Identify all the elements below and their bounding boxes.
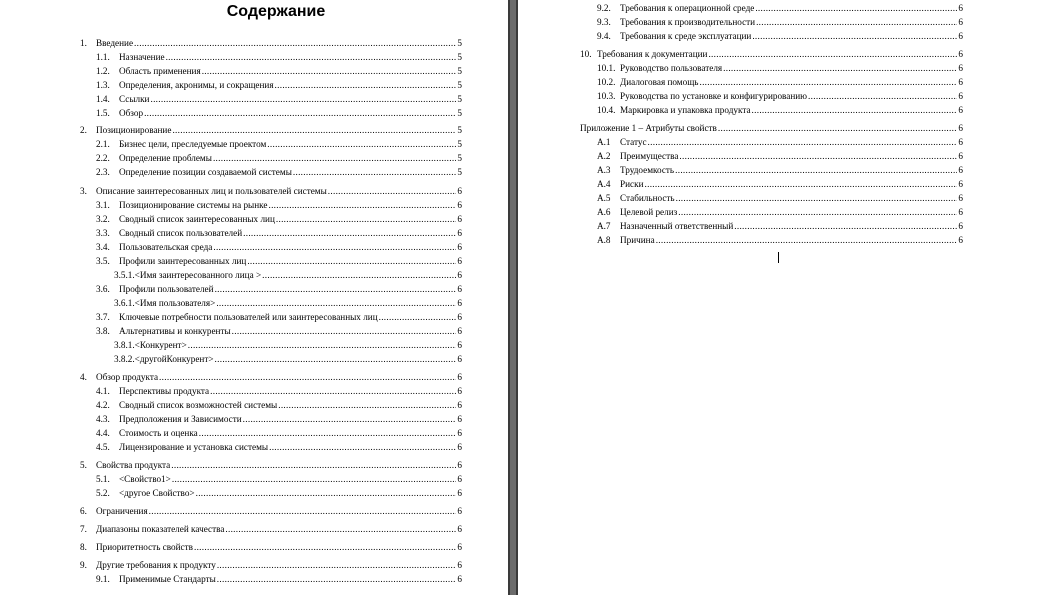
toc-entry-label: Описание заинтересованных лиц и пользователей системы (96, 186, 327, 196)
toc-entry[interactable] (96, 572, 462, 586)
toc-entry-label: Перспективы продукта (119, 386, 210, 396)
toc-entry-number: 4.2. (96, 400, 110, 410)
toc-entry-number: 3.5.1. (114, 270, 135, 280)
toc-entry[interactable] (80, 370, 462, 384)
toc-dot-leader (756, 15, 957, 29)
toc-entry-number: 3.5. (96, 256, 110, 266)
toc-entry-label: Требования к производительности (620, 17, 756, 27)
toc-entry-number: 9.3. (597, 17, 611, 27)
toc-entry-label: Обзор (119, 108, 144, 118)
toc-entry-page: 6 (457, 560, 462, 570)
toc-dot-leader (679, 149, 957, 163)
toc-entry-page: 6 (457, 242, 462, 252)
toc-entry-page: 6 (958, 77, 963, 87)
toc-entry-page: 6 (457, 386, 462, 396)
toc-dot-leader (216, 296, 456, 310)
toc-entry-number: A.3 (597, 165, 611, 175)
toc-entry-number: A.4 (597, 179, 611, 189)
toc-entry[interactable] (96, 412, 462, 426)
toc-dot-leader (676, 191, 958, 205)
toc-entry[interactable] (96, 240, 462, 254)
toc-entry[interactable] (80, 458, 462, 472)
toc-entry[interactable] (96, 310, 462, 324)
toc-entry-number: A.2 (597, 151, 611, 161)
toc-entry-page: 5 (457, 139, 462, 149)
toc-entry-label: Профили заинтересованных лиц (119, 256, 247, 266)
toc-dot-leader (144, 106, 456, 120)
toc-entry[interactable] (597, 61, 963, 75)
toc-entry[interactable] (96, 440, 462, 454)
toc-entry-label: Обзор продукта (96, 372, 159, 382)
toc-entry[interactable] (114, 352, 462, 366)
toc-entry-label: <Имя пользователя> (134, 298, 216, 308)
toc-entry-page: 5 (457, 52, 462, 62)
toc-entry[interactable] (597, 29, 963, 43)
toc-entry-page: 5 (457, 66, 462, 76)
toc-entry-page: 6 (958, 221, 963, 231)
toc-entry[interactable] (96, 398, 462, 412)
toc-entry-label: Требования к операционной среде (620, 3, 755, 13)
toc-dot-leader (134, 36, 456, 50)
toc-entry-number: 3.1. (96, 200, 110, 210)
toc-entry-label: Свойства продукта (96, 460, 171, 470)
toc-entry-label: Другие требования к продукту (96, 560, 216, 570)
toc-dot-leader (379, 310, 457, 324)
toc-dot-leader (808, 89, 957, 103)
toc-dot-leader (678, 205, 957, 219)
toc-entry-page: 5 (457, 167, 462, 177)
toc-entry-page: 6 (958, 235, 963, 245)
toc-entry-number: 4.3. (96, 414, 110, 424)
toc-entry-number: 5.1. (96, 474, 110, 484)
toc-dot-leader (199, 426, 457, 440)
toc-entry-number: 7. (80, 524, 87, 534)
toc-entry-page: 6 (958, 105, 963, 115)
toc-entry-number: 1.2. (96, 66, 110, 76)
toc-entry[interactable] (597, 233, 963, 247)
toc-entry-label: Позиционирование (96, 125, 172, 135)
toc-entry-label: Назначение (119, 52, 165, 62)
toc-entry-number: 2.3. (96, 167, 110, 177)
toc-entry[interactable] (96, 486, 462, 500)
toc-entry[interactable] (597, 191, 963, 205)
toc-entry-page: 6 (457, 340, 462, 350)
toc-title: Содержание (226, 3, 326, 20)
toc-entry-page: 6 (457, 474, 462, 484)
toc-entry-page: 6 (457, 524, 462, 534)
toc-entry-page: 6 (958, 165, 963, 175)
toc-entry-label: <Свойство1> (119, 474, 171, 484)
toc-entry-label: <другое Свойство> (119, 488, 195, 498)
toc-entry-label: Позиционирование системы на рынке (119, 200, 268, 210)
toc-dot-leader (243, 226, 456, 240)
toc-entry-number: 9. (80, 560, 87, 570)
toc-dot-leader (159, 370, 456, 384)
toc-entry-label: Стабильность (620, 193, 675, 203)
toc-entry-label: Применимые Стандарты (119, 574, 216, 584)
toc-entry-page: 5 (457, 94, 462, 104)
toc-dot-leader (262, 268, 456, 282)
toc-dot-leader (328, 184, 457, 198)
toc-dot-leader (166, 50, 457, 64)
toc-entry[interactable] (96, 384, 462, 398)
toc-dot-leader (269, 440, 456, 454)
toc-entry-number: 3.8. (96, 326, 110, 336)
toc-entry-page: 6 (457, 542, 462, 552)
toc-entry-number: 4.1. (96, 386, 110, 396)
toc-entry-label: Бизнес цели, преследуемые проектом (119, 139, 267, 149)
toc-entry-label: <Имя заинтересованного лица > (134, 270, 262, 280)
toc-entry[interactable] (96, 198, 462, 212)
toc-dot-leader (150, 92, 456, 106)
toc-entry-label: Стоимость и оценка (119, 428, 198, 438)
toc-entry-page: 6 (457, 298, 462, 308)
toc-entry-page: 6 (457, 488, 462, 498)
toc-entry-label: Введение (96, 38, 134, 48)
toc-entry-number: 6. (80, 506, 87, 516)
toc-entry-label: Ссылки (119, 94, 150, 104)
toc-entry[interactable] (597, 1, 963, 15)
toc-entry[interactable] (597, 177, 963, 191)
toc-entry-number: 3.3. (96, 228, 110, 238)
toc-dot-leader (217, 572, 457, 586)
toc-entry-number: 3.2. (96, 214, 110, 224)
toc-dot-leader (171, 458, 456, 472)
toc-entry-label: Сводный список заинтересованных лиц (119, 214, 275, 224)
toc-entry-page: 6 (958, 179, 963, 189)
toc-entry-number: A.7 (597, 221, 611, 231)
toc-entry[interactable] (96, 92, 462, 106)
toc-entry-page: 6 (958, 207, 963, 217)
toc-entry-page: 6 (958, 137, 963, 147)
toc-entry-number: 4.4. (96, 428, 110, 438)
toc-entry-number: 3.6.1. (114, 298, 135, 308)
toc-entry-label: Ограничения (96, 506, 148, 516)
toc-entry[interactable] (597, 103, 963, 117)
toc-entry-label: Причина (620, 235, 655, 245)
toc-entry-label: Профили пользователей (119, 284, 214, 294)
toc-dot-leader (215, 352, 457, 366)
toc-entry[interactable] (80, 123, 462, 137)
toc-entry[interactable] (597, 219, 963, 233)
toc-entry[interactable] (80, 504, 462, 518)
toc-entry-number: 10.4. (597, 105, 616, 115)
toc-dot-leader (172, 472, 457, 486)
toc-entry-number: 9.2. (597, 3, 611, 13)
toc-entry-page: 6 (457, 400, 462, 410)
toc-entry[interactable] (80, 540, 462, 554)
toc-entry[interactable] (597, 15, 963, 29)
toc-entry-label: Предположения и Зависимости (119, 414, 242, 424)
toc-entry-label: Определение проблемы (119, 153, 212, 163)
toc-entry-label: Риски (620, 179, 644, 189)
toc-dot-leader (268, 198, 456, 212)
toc-entry-number: 1.1. (96, 52, 110, 62)
toc-dot-leader (213, 151, 456, 165)
toc-entry-page: 6 (958, 193, 963, 203)
toc-entry-page: 6 (457, 574, 462, 584)
toc-entry[interactable] (80, 558, 462, 572)
toc-entry-label: <другойКонкурент> (134, 354, 214, 364)
toc-dot-leader (225, 522, 456, 536)
toc-entry-number: 2.1. (96, 139, 110, 149)
toc-entry-label: Альтернативы и конкуренты (119, 326, 231, 336)
toc-entry-number: 3.7. (96, 312, 110, 322)
toc-entry-number: 1. (80, 38, 87, 48)
toc-entry-page: 6 (457, 270, 462, 280)
toc-dot-leader (172, 123, 456, 137)
toc-entry-page: 6 (457, 428, 462, 438)
toc-entry-page: 6 (457, 214, 462, 224)
toc-dot-leader (718, 121, 958, 135)
toc-entry-label: Ключевые потребности пользователей или заинтересованных лиц (119, 312, 378, 322)
toc-entry[interactable] (96, 324, 462, 338)
toc-dot-leader (645, 177, 958, 191)
toc-entry-number: 10.2. (597, 77, 616, 87)
toc-entry[interactable] (96, 50, 462, 64)
toc-entry[interactable] (597, 75, 963, 89)
toc-dot-leader (708, 47, 957, 61)
toc-entry-number: 5.2. (96, 488, 110, 498)
toc-entry-label: Определения, акронимы, и сокращения (119, 80, 274, 90)
toc-entry[interactable] (597, 205, 963, 219)
toc-dot-leader (675, 163, 957, 177)
toc-entry[interactable] (96, 254, 462, 268)
toc-dot-leader (243, 412, 457, 426)
document-page-right[interactable] (518, 0, 1058, 595)
toc-dot-leader (188, 338, 457, 352)
toc-entry-page: 5 (457, 153, 462, 163)
toc-entry-number: 3. (80, 186, 87, 196)
toc-dot-leader (276, 212, 457, 226)
toc-entry[interactable] (96, 137, 462, 151)
toc-entry[interactable] (96, 212, 462, 226)
toc-entry-label: Диапазоны показателей качества (96, 524, 225, 534)
toc-entry-number: 10.3. (597, 91, 616, 101)
toc-entry-label: Приоритетность свойств (96, 542, 193, 552)
toc-entry[interactable] (96, 226, 462, 240)
toc-entry-label: Требования к документации (597, 49, 708, 59)
toc-dot-leader (699, 75, 957, 89)
toc-entry[interactable] (597, 89, 963, 103)
toc-entry-label: Маркировка и упаковка продукта (620, 105, 751, 115)
toc-entry-page: 6 (457, 326, 462, 336)
toc-entry-label: Сводный список пользователей (119, 228, 243, 238)
toc-entry[interactable] (96, 282, 462, 296)
toc-dot-leader (232, 324, 457, 338)
toc-entry-page: 6 (958, 63, 963, 73)
toc-entry-page: 6 (457, 354, 462, 364)
toc-entry-label: Назначенный ответственный (620, 221, 734, 231)
toc-entry-number: 9.1. (96, 574, 110, 584)
toc-dot-leader (293, 165, 457, 179)
toc-entry-number: 3.8.1. (114, 340, 135, 350)
toc-entry-page: 6 (457, 442, 462, 452)
toc-entry-number: 9.4. (597, 31, 611, 41)
toc-entry-number: 1.4. (96, 94, 110, 104)
toc-entry-label: Требования к среде эксплуатации (620, 31, 752, 41)
toc-dot-leader (723, 61, 957, 75)
toc-entry-label: <Конкурент> (134, 340, 187, 350)
toc-dot-leader (247, 254, 456, 268)
toc-dot-leader (656, 233, 958, 247)
toc-entry-label: Диалоговая помощь (620, 77, 699, 87)
toc-entry-number: 3.8.2. (114, 354, 135, 364)
toc-entry-label: Руководство пользователя (620, 63, 723, 73)
toc-entry-label: Определение позиции создаваемой системы (119, 167, 292, 177)
toc-entry[interactable] (597, 163, 963, 177)
text-cursor (778, 252, 779, 263)
toc-entry-page: 6 (457, 256, 462, 266)
toc-entry[interactable] (96, 426, 462, 440)
toc-entry-page: 6 (958, 123, 963, 133)
toc-entry[interactable] (114, 338, 462, 352)
toc-entry-page: 6 (457, 228, 462, 238)
toc-entry-page: 6 (958, 151, 963, 161)
toc-entry-label: Приложение 1 – Атрибуты свойств (580, 123, 717, 133)
toc-entry[interactable] (80, 184, 462, 198)
toc-entry-page: 6 (958, 31, 963, 41)
toc-entry-page: 6 (457, 414, 462, 424)
toc-dot-leader (734, 219, 957, 233)
toc-entry-label: Область применения (119, 66, 201, 76)
toc-entry-label: Сводный список возможностей системы (119, 400, 278, 410)
toc-entry-page: 6 (457, 312, 462, 322)
toc-entry-number: 2. (80, 125, 87, 135)
toc-entry[interactable] (96, 472, 462, 486)
toc-entry-label: Руководства по установке и конфигурированию (620, 91, 808, 101)
toc-entry-page: 6 (457, 506, 462, 516)
toc-entry-number: A.6 (597, 207, 611, 217)
toc-dot-leader (194, 540, 456, 554)
toc-entry-number: A.1 (597, 137, 611, 147)
toc-entry-page: 5 (457, 125, 462, 135)
toc-entry-page: 6 (457, 200, 462, 210)
toc-entry-number: A.5 (597, 193, 611, 203)
toc-entry-page: 6 (457, 186, 462, 196)
toc-entry-number: 3.6. (96, 284, 110, 294)
toc-entry-page: 5 (457, 108, 462, 118)
toc-entry-page: 6 (958, 91, 963, 101)
document-page-left[interactable] (0, 0, 508, 595)
toc-entry[interactable] (114, 268, 462, 282)
toc-entry-page: 6 (958, 3, 963, 13)
toc-dot-leader (213, 240, 456, 254)
toc-entry-number: 3.4. (96, 242, 110, 252)
toc-dot-leader (278, 398, 456, 412)
toc-entry[interactable] (80, 36, 462, 50)
toc-entry-label: Пользовательская среда (119, 242, 213, 252)
toc-entry[interactable] (96, 78, 462, 92)
toc-dot-leader (215, 282, 457, 296)
toc-entry-page: 6 (457, 372, 462, 382)
toc-entry[interactable] (597, 135, 963, 149)
toc-entry[interactable] (597, 149, 963, 163)
toc-dot-leader (149, 504, 457, 518)
toc-entry-number: 2.2. (96, 153, 110, 163)
toc-dot-leader (267, 137, 456, 151)
toc-dot-leader (217, 558, 457, 572)
toc-dot-leader (202, 64, 457, 78)
toc-entry-number: 8. (80, 542, 87, 552)
toc-entry-label: Лицензирование и установка системы (119, 442, 269, 452)
toc-entry-page: 6 (958, 17, 963, 27)
toc-entry-label: Статус (620, 137, 647, 147)
toc-entry[interactable] (580, 47, 963, 61)
toc-entry-page: 5 (457, 80, 462, 90)
toc-entry-number: 4. (80, 372, 87, 382)
page-edge-left (508, 0, 510, 595)
toc-dot-leader (648, 135, 958, 149)
toc-entry[interactable] (80, 522, 462, 536)
toc-entry-page: 6 (958, 49, 963, 59)
toc-entry[interactable] (96, 106, 462, 120)
toc-dot-leader (752, 29, 957, 43)
toc-entry[interactable] (114, 296, 462, 310)
toc-entry-number: 1.3. (96, 80, 110, 90)
toc-entry-number: 10.1. (597, 63, 616, 73)
toc-entry-label: Целевой релиз (620, 207, 678, 217)
toc-dot-leader (196, 486, 457, 500)
page-gap (508, 0, 518, 595)
toc-dot-leader (755, 1, 957, 15)
toc-dot-leader (275, 78, 457, 92)
toc-entry-number: 10. (580, 49, 592, 59)
toc-entry[interactable] (96, 165, 462, 179)
toc-entry-number: 5. (80, 460, 87, 470)
toc-entry-number: 4.5. (96, 442, 110, 452)
toc-entry[interactable] (96, 151, 462, 165)
toc-entry-number: A.8 (597, 235, 611, 245)
toc-entry-number: 1.5. (96, 108, 110, 118)
toc-dot-leader (210, 384, 456, 398)
toc-entry[interactable] (96, 64, 462, 78)
toc-entry[interactable] (580, 121, 963, 135)
toc-entry-page: 6 (457, 460, 462, 470)
toc-entry-page: 6 (457, 284, 462, 294)
toc-entry-label: Преимущества (620, 151, 679, 161)
toc-dot-leader (752, 103, 958, 117)
toc-entry-label: Трудоемкость (620, 165, 675, 175)
toc-entry-page: 5 (457, 38, 462, 48)
